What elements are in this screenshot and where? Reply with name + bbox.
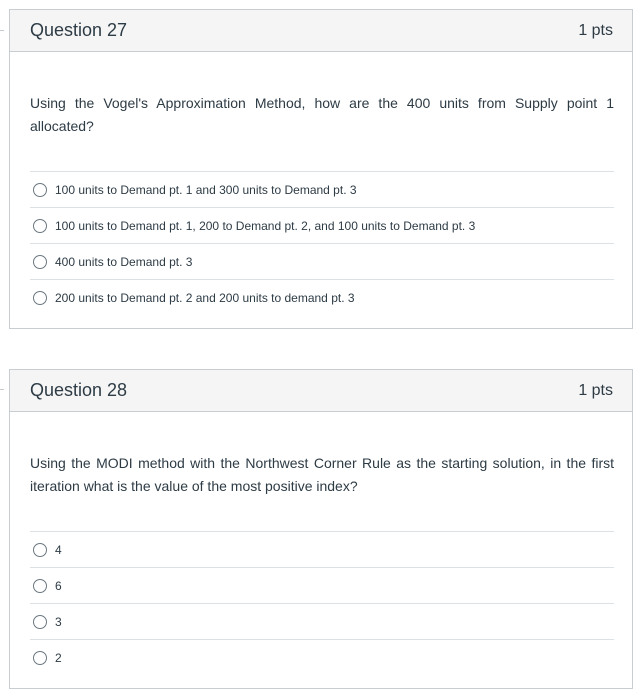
answer-option[interactable] bbox=[30, 280, 614, 315]
answer-list bbox=[30, 171, 614, 315]
answer-option[interactable] bbox=[30, 604, 614, 640]
question-header bbox=[10, 370, 632, 412]
answer-list bbox=[30, 531, 614, 675]
question-card-28 bbox=[9, 369, 633, 689]
question-title: Question 28 bbox=[30, 380, 128, 400]
answer-label: 2 bbox=[55, 650, 62, 665]
radio-button[interactable] bbox=[33, 255, 47, 269]
answer-label: 400 units to Demand pt. 3 bbox=[55, 254, 193, 269]
left-edge-marker bbox=[0, 389, 4, 390]
question-text: Using the Vogel's Approximation Method, how are the 400 units from Supply point 1 allocated? bbox=[30, 95, 614, 134]
question-text: Using the MODI method with the Northwest Corner Rule as the starting solution, in the first iteration what is the value of the most positive index? bbox=[30, 455, 614, 494]
answer-option[interactable] bbox=[30, 568, 614, 604]
radio-button[interactable] bbox=[33, 183, 47, 197]
radio-button[interactable] bbox=[33, 291, 47, 305]
answer-option[interactable] bbox=[30, 640, 614, 675]
answer-option[interactable] bbox=[30, 172, 614, 208]
question-card-27 bbox=[9, 9, 633, 329]
question-body bbox=[10, 92, 632, 315]
question-body bbox=[10, 452, 632, 675]
answer-option[interactable] bbox=[30, 532, 614, 568]
question-header bbox=[10, 10, 632, 52]
question-points: 1 pts bbox=[578, 381, 613, 399]
answer-label: 4 bbox=[55, 542, 62, 557]
radio-button[interactable] bbox=[33, 651, 47, 665]
question-title: Question 27 bbox=[30, 20, 128, 40]
answer-label: 200 units to Demand pt. 2 and 200 units to demand pt. 3 bbox=[55, 290, 355, 305]
answer-label: 3 bbox=[55, 614, 62, 629]
answer-label: 100 units to Demand pt. 1, 200 to Demand pt. 2, and 100 units to Demand pt. 3 bbox=[55, 218, 476, 233]
left-edge-marker bbox=[0, 30, 4, 31]
answer-label: 6 bbox=[55, 578, 62, 593]
answer-option[interactable] bbox=[30, 208, 614, 244]
question-points: 1 pts bbox=[578, 21, 613, 39]
radio-button[interactable] bbox=[33, 543, 47, 557]
radio-button[interactable] bbox=[33, 615, 47, 629]
answer-label: 100 units to Demand pt. 1 and 300 units to Demand pt. 3 bbox=[55, 182, 357, 197]
answer-option[interactable] bbox=[30, 244, 614, 280]
radio-button[interactable] bbox=[33, 579, 47, 593]
radio-button[interactable] bbox=[33, 219, 47, 233]
